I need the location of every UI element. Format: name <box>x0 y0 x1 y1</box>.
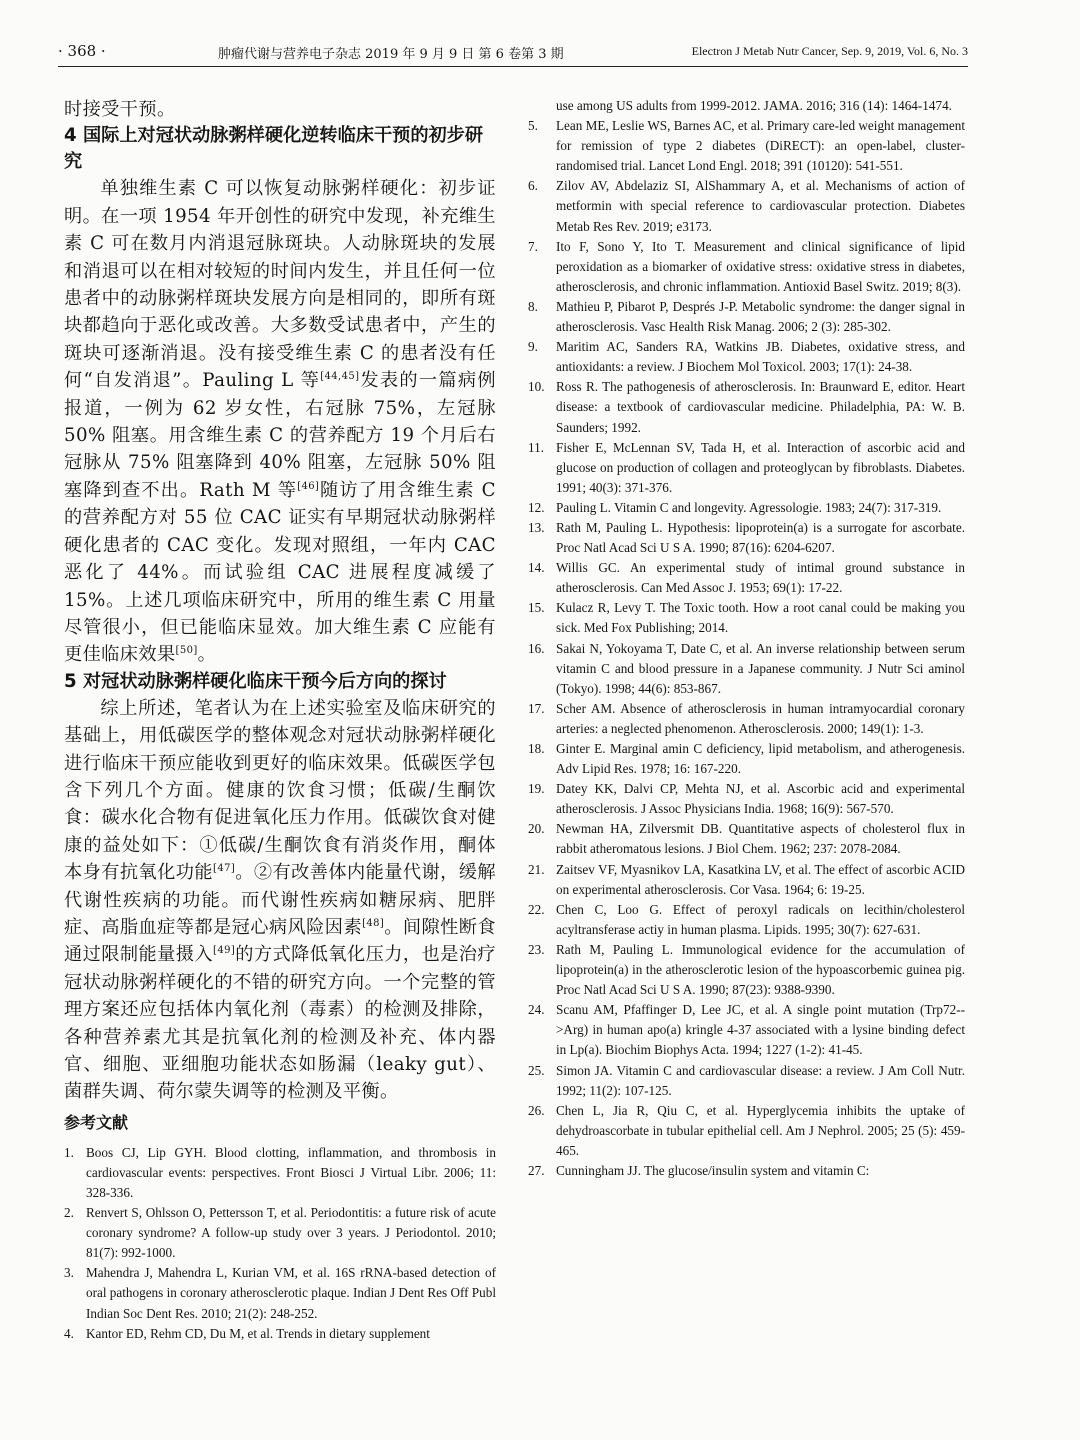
citation: [48] <box>362 917 385 929</box>
reference-item <box>528 699 965 739</box>
reference-item <box>528 900 965 940</box>
reference-text: Pauling L. Vitamin C and longevity. Agressologie. 1983; 24(7): 317-319. <box>556 499 942 515</box>
reference-item <box>528 779 965 819</box>
reference-item <box>528 1000 965 1060</box>
reference-text: use among US adults from 1999-2012. JAMA. 2016; 316 (14): 1464-1474. <box>556 98 952 113</box>
text-run: 综上所述，笔者认为在上述实验室及临床研究的基础上，用低碳医学的整体观念对冠状动脉粥样硬化进行临床干预应能收到更好的临床效果。低碳医学包含下列几个方面。健康的饮食习惯；低碳/生酮饮食：碳水化合物有促进氧化压力作用。低碳饮食对健康的益处如下：①低碳/生酮饮食有消炎作用，酮体本身有抗氧化功能 <box>64 697 496 884</box>
reference-item <box>528 518 965 558</box>
reference-text: Renvert S, Ohlsson O, Pettersson T, et al. Periodontitis: a future risk of acute coronary syndrome? A follow-up study over 3 years. J Periodontol. 2010; 81(7): 992-1000. <box>86 1205 496 1261</box>
citation: [49] <box>213 945 236 957</box>
reference-number: 10. <box>528 379 545 395</box>
reference-text: Willis GC. An experimental study of intimal ground substance in atherosclerosis. Can Med Assoc J. 1953; 69(1): 17-22. <box>556 560 965 596</box>
reference-text: Lean ME, Leslie WS, Barnes AC, et al. Primary care-led weight management for remission of type 2 diabetes (DiRECT): an open-label, cluster-randomised trial. Lancet Lond Engl. 2018; 391 (10120): 541-551. <box>556 118 965 174</box>
right-column <box>528 96 965 1181</box>
reference-number: 5. <box>528 118 538 134</box>
reference-text: Newman HA, Zilversmit DB. Quantitative aspects of cholesterol flux in rabbit atheromatous lesions. J Biol Chem. 1962; 237: 2078-2084. <box>556 821 965 857</box>
reference-item <box>528 940 965 1000</box>
references-heading: 参考文献 <box>64 1112 129 1132</box>
reference-item <box>528 498 965 518</box>
reference-number: 21. <box>528 861 545 877</box>
reference-number: 25. <box>528 1062 545 1078</box>
reference-text: Mahendra J, Mahendra L, Kurian VM, et al. 16S rRNA-based detection of oral pathogens in coronary atherosclerotic plaque. Indian J Dent Res Off Publ Indian Soc Dent Res. 2010; 21(2): 248-252. <box>86 1265 496 1321</box>
reference-number: 19. <box>528 781 545 797</box>
reference-number: 6. <box>528 178 538 194</box>
reference-number: 23. <box>528 941 545 957</box>
reference-list-right <box>528 116 965 1181</box>
section-heading-4: 4 国际上对冠状动脉粥样硬化逆转临床干预的初步研究 <box>64 125 484 173</box>
reference-item <box>528 819 965 859</box>
journal-title-en: Electron J Metab Nutr Cancer, Sep. 9, 2019, Vol. 6, No. 3 <box>691 44 968 58</box>
reference-number: 26. <box>528 1102 545 1118</box>
reference-item <box>528 176 965 236</box>
reference-number: 11. <box>528 439 544 455</box>
reference-item <box>528 598 965 638</box>
reference-item <box>528 1101 965 1161</box>
reference-continuation <box>528 96 965 116</box>
reference-text: Sakai N, Yokoyama T, Date C, et al. An inverse relationship between serum vitamin C and blood pressure in a Japanese community. J Nutr Sci aminol (Tokyo). 1998; 44(6): 853-867. <box>556 640 965 696</box>
journal-title-cn: 肿瘤代谢与营养电子杂志 2019 年 9 月 9 日 第 6 卷第 3 期 <box>218 47 564 62</box>
reference-number: 2. <box>64 1205 74 1221</box>
reference-list-left <box>64 1143 496 1344</box>
reference-text: Ross R. The pathogenesis of atherosclerosis. In: Braunward E, editor. Heart disease: a textbook of cardiovascular medicine. Philadelphia, PA: W. B. Saunders; 1992. <box>556 379 965 435</box>
reference-number: 17. <box>528 700 545 716</box>
reference-text: Boos CJ, Lip GYH. Blood clotting, inflammation, and thrombosis in cardiovascular events: perspectives. Front Biosci J Virtual Libr. 2006; 11: 328-336. <box>86 1144 496 1200</box>
reference-number: 9. <box>528 339 538 355</box>
text-run: 随访了用含维生素 C 的营养配方对 55 位 CAC 证实有早期冠状动脉粥样硬化患者的 CAC 变化。发现对照组，一年内 CAC 恶化了 44%。而试验组 CAC 进展程度减缓了 15%。上述几项临床研究中，所用的维生素 C 用量尽管很小，但已能临床显效。加大维生素 C 应能有更佳临床效果 <box>64 479 496 666</box>
reference-number: 12. <box>528 499 545 515</box>
reference-text: Kulacz R, Levy T. The Toxic tooth. How a root canal could be making you sick. Med Fox Publishing; 2014. <box>556 600 965 636</box>
reference-text: Rath M, Pauling L. Hypothesis: lipoprotein(a) is a surrogate for ascorbate. Proc Natl Acad Sci U S A. 1990; 87(16): 6204-6207. <box>556 519 965 556</box>
reference-item <box>528 739 965 779</box>
reference-text: Scher AM. Absence of atherosclerosis in human intramyocardial coronary arteries: a neglected phenomenon. Atherosclerosis. 2000; 149(1): 1-3. <box>556 700 965 736</box>
left-column <box>64 96 496 1344</box>
text-run: 发表的一篇病例报道，一例为 62 岁女性，右冠脉 75%，左冠脉 50% 阻塞。用含维生素 C 的营养配方 19 个月后右冠脉从 75% 阻塞降到 40% 阻塞，左冠脉 50% 阻塞降到查不出。Rath M 等 <box>64 370 496 501</box>
reference-text: Kantor ED, Rehm CD, Du M, et al. Trends in dietary supplement <box>86 1325 430 1341</box>
reference-item <box>528 860 965 900</box>
page-number: · 368 · <box>58 42 106 60</box>
reference-number: 15. <box>528 600 545 616</box>
reference-item <box>64 1263 496 1323</box>
text-run: 单独维生素 C 可以恢复动脉粥样硬化：初步证明。在一项 1954 年开创性的研究中发现，补充维生素 C 可在数月内消退冠脉斑块。人动脉斑块的发展和消退可以在相对较短的时间内发生，并且任何一位患者中的动脉粥样斑块发展方向是相同的，即所有斑块都趋向于恶化或改善。大多数受试患者中，产生的斑块可逐渐消退。没有接受维生素 C 的患者没有任何“自发消退”。Pauling L 等 <box>64 178 496 392</box>
reference-item <box>528 116 965 176</box>
reference-number: 22. <box>528 901 545 917</box>
reference-text: Zilov AV, Abdelaziz SI, AlShammary A, et al. Mechanisms of action of metformin with special reference to cardiovascular protection. Diabetes Metab Res Rev. 2019; e3173. <box>556 178 965 234</box>
reference-item <box>64 1324 496 1344</box>
reference-text: Fisher E, McLennan SV, Tada H, et al. Interaction of ascorbic acid and glucose on production of collagen and proteoglycan by fibroblasts. Diabetes. 1991; 40(3): 371-376. <box>556 439 965 495</box>
reference-number: 14. <box>528 560 545 576</box>
reference-text: Scanu AM, Pfaffinger D, Lee JC, et al. A single point mutation (Trp72-->Arg) in human apo(a) kringle 4-37 associated with a lysine binding defect in Lp(a). Biochim Biophys Acta. 1994; 1227 (1-2): 41-45. <box>556 1002 965 1058</box>
reference-item <box>64 1203 496 1263</box>
reference-text: Ginter E. Marginal amin C deficiency, lipid metabolism, and atherogenesis. Adv Lipid Res. 1978; 16: 167-220. <box>556 741 965 777</box>
reference-text: Simon JA. Vitamin C and cardiovascular disease: a review. J Am Coll Nutr. 1992; 11(2): 107-125. <box>556 1062 965 1098</box>
paragraph-continuation: 时接受干预。 <box>64 99 176 120</box>
reference-text: Cunningham JJ. The glucose/insulin system and vitamin C: <box>556 1162 870 1178</box>
paragraph-vitamin-c <box>64 175 496 668</box>
reference-number: 24. <box>528 1002 545 1018</box>
reference-text: Maritim AC, Sanders RA, Watkins JB. Diabetes, oxidative stress, and antioxidants: a review. J Biochem Mol Toxicol. 2003; 17(1): 24-38. <box>556 339 965 375</box>
reference-text: Chen C, Loo G. Effect of peroxyl radicals on lecithin/cholesterol acyltransferase actiy in human plasma. Lipids. 1995; 30(7): 627-631. <box>556 901 965 937</box>
reference-item <box>528 639 965 699</box>
reference-item <box>528 377 965 437</box>
reference-number: 27. <box>528 1162 545 1178</box>
reference-item <box>64 1143 496 1203</box>
reference-number: 13. <box>528 519 545 535</box>
reference-item <box>528 237 965 297</box>
citation: [50] <box>175 645 198 657</box>
reference-text: Rath M, Pauling L. Immunological evidence for the accumulation of lipoprotein(a) in the atherosclerotic lesion of the hypoascorbemic guinea pig. Proc Natl Acad Sci U S A. 1990; 87(23): 9388-9390. <box>556 941 965 998</box>
reference-text: Datey KK, Dalvi CP, Mehta NJ, et al. Ascorbic acid and experimental atherosclerosis. J Assoc Physicians India. 1968; 16(9): 567-570. <box>556 781 965 817</box>
reference-text: Ito F, Sono Y, Ito T. Measurement and clinical significance of lipid peroxidation as a biomarker of oxidative stress: oxidative stress in diabetes, atherosclerosis, and chronic inflammation. Antioxid Basel Switz. 2019; 8(3). <box>556 238 965 294</box>
paragraph-future-directions <box>64 695 496 1106</box>
citation: [46] <box>297 480 320 492</box>
reference-number: 4. <box>64 1325 74 1341</box>
reference-text: Zaitsev VF, Myasnikov LA, Kasatkina LV, et al. The effect of ascorbic ACID on experimental atherosclerosis. Cor Vasa. 1964; 6: 19-25. <box>556 861 965 897</box>
running-header <box>58 42 968 67</box>
reference-number: 16. <box>528 640 545 656</box>
reference-number: 3. <box>64 1265 74 1281</box>
reference-number: 1. <box>64 1144 74 1160</box>
reference-item <box>528 1161 965 1181</box>
reference-item <box>528 297 965 337</box>
reference-number: 18. <box>528 741 545 756</box>
text-run: 。②有改善体内能量代谢，缓解代谢性疾病的功能。而代谢性疾病如糖尿病、肥胖症、高脂血症等都是冠心病风险因素 <box>64 862 496 938</box>
reference-number: 20. <box>528 821 545 837</box>
text-run: 的方式降低氧化压力，也是治疗冠状动脉粥样硬化的不错的研究方向。一个完整的管理方案还应包括体内氧化剂（毒素）的检测及排除，各种营养素尤其是抗氧化剂的检测及补充、体内器官、细胞、亚细胞功能状态如肠漏（leaky gut）、菌群失调、荷尔蒙失调等的检测及平衡。 <box>64 944 496 1103</box>
reference-number: 8. <box>528 298 538 314</box>
reference-text: Chen L, Jia R, Qiu C, et al. Hyperglycemia inhibits the uptake of dehydroascorbate in tubular epithelial cell. Am J Nephrol. 2005; 25 (5): 459-465. <box>556 1102 965 1158</box>
citation: [44,45] <box>320 371 360 383</box>
reference-item <box>528 1061 965 1101</box>
reference-number: 7. <box>528 238 538 254</box>
text-run: 。 <box>197 644 217 666</box>
section-heading-5: 5 对冠状动脉粥样硬化临床干预今后方向的探讨 <box>64 670 447 692</box>
reference-item <box>528 438 965 498</box>
reference-item <box>528 337 965 377</box>
text-run: 。间隙性断食通过限制能量摄入 <box>64 916 496 966</box>
citation: [47] <box>213 863 236 875</box>
reference-text: Mathieu P, Pibarot P, Després J-P. Metabolic syndrome: the danger signal in atherosclerosis. Vasc Health Risk Manag. 2006; 2 (3): 285-302. <box>556 298 965 335</box>
reference-item <box>528 558 965 598</box>
